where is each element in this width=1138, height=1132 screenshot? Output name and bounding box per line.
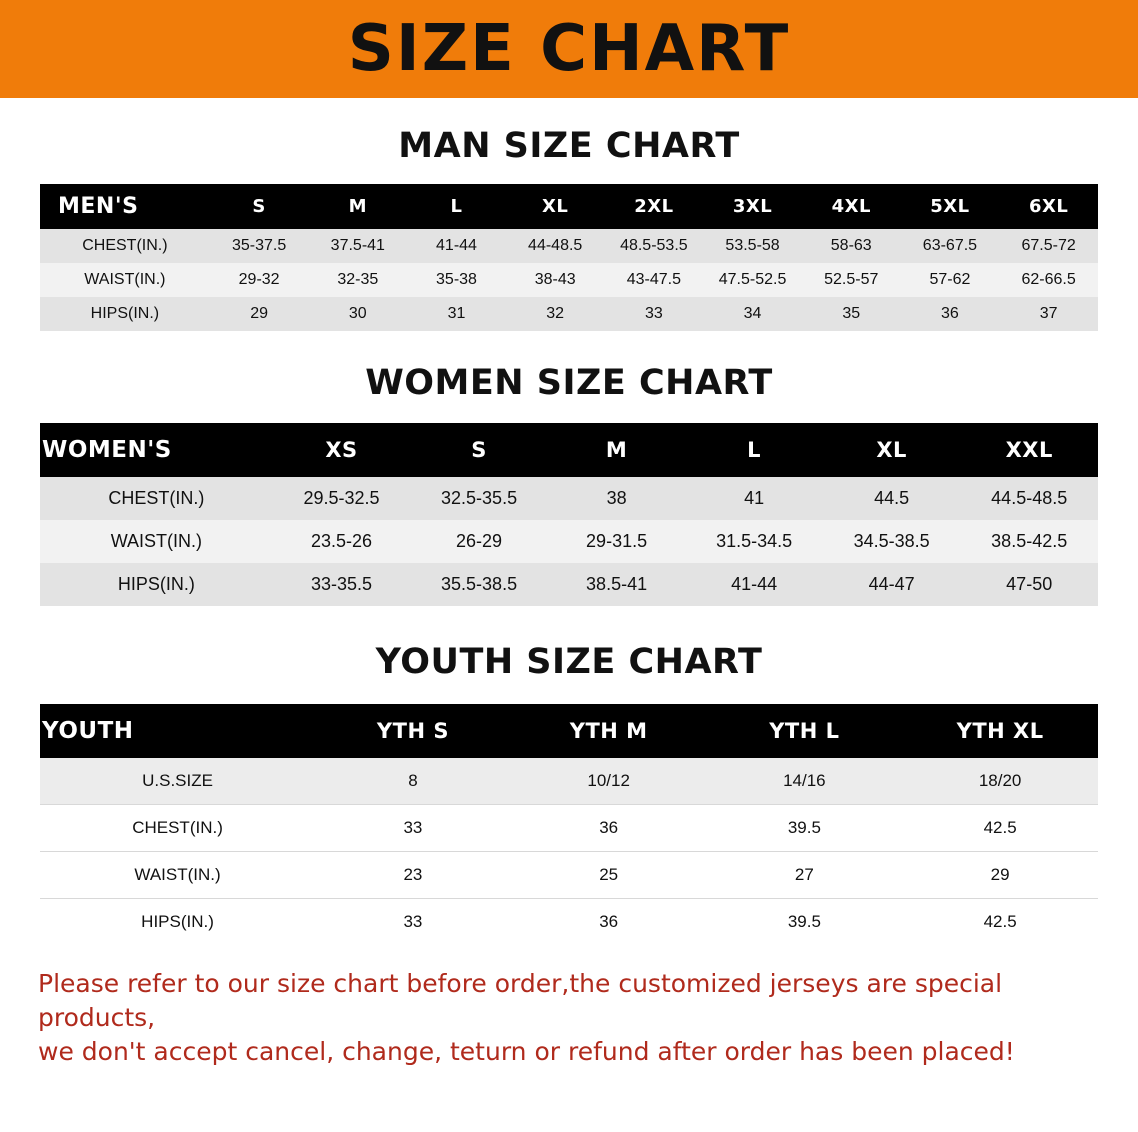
women-hips-xxl: 47-50 [1006, 574, 1053, 594]
women-chest-l: 41 [744, 488, 765, 508]
women-chest-xs: 29.5-32.5 [303, 488, 380, 508]
women-hips-m: 38.5-41 [586, 574, 648, 594]
youth-ussize-xl: 18/20 [902, 758, 1098, 805]
women-header-xxl: XXL [1005, 438, 1053, 462]
man-chest-2xl: 48.5-53.5 [620, 237, 688, 254]
disclaimer-note [38, 967, 1100, 1068]
youth-header-xl: YTH XL [956, 719, 1044, 743]
man-hips-4xl: 35 [842, 305, 861, 322]
man-waist-m: 32-35 [337, 271, 379, 288]
man-header-6xl: 6XL [1028, 196, 1069, 217]
youth-row-chest-label: CHEST(IN.) [40, 805, 315, 852]
youth-waist-s: 23 [315, 852, 511, 899]
disclaimer-line-1: Please refer to our size chart before order,the customized jerseys are special products, [38, 969, 1003, 1032]
women-table-wrapper [0, 423, 1138, 606]
youth-header-s: YTH S [376, 719, 449, 743]
youth-chest-s: 33 [315, 805, 511, 852]
youth-chest-xl: 42.5 [902, 805, 1098, 852]
man-waist-5xl: 57-62 [929, 271, 971, 288]
man-waist-2xl: 43-47.5 [626, 271, 681, 288]
man-waist-xl: 38-43 [534, 271, 576, 288]
youth-ussize-m: 10/12 [511, 758, 707, 805]
women-chest-xl: 44.5 [874, 488, 910, 508]
women-chest-m: 38 [606, 488, 627, 508]
man-hips-5xl: 36 [941, 305, 959, 322]
man-header-2xl: 2XL [634, 196, 674, 217]
youth-hips-xl: 42.5 [983, 912, 1017, 931]
youth-size-table [40, 704, 1098, 945]
man-chest-s: 35-37.5 [231, 237, 287, 254]
man-chest-5xl: 63-67.5 [922, 237, 978, 254]
women-waist-l: 31.5-34.5 [716, 531, 793, 551]
man-hips-m: 30 [348, 305, 367, 322]
man-chest-l: 41-44 [436, 237, 477, 254]
man-header-l: L [450, 196, 463, 217]
table-header-row [40, 184, 1098, 229]
youth-row-hips-label: HIPS(IN.) [141, 912, 214, 931]
man-table-wrapper [0, 184, 1138, 331]
man-header-label: MEN'S [58, 194, 139, 219]
man-hips-xl: 32 [546, 305, 565, 322]
women-waist-m: 29-31.5 [586, 531, 648, 551]
women-waist-xxl: 38.5-42.5 [991, 531, 1068, 551]
women-header-s: S [471, 438, 487, 462]
table-row [40, 899, 1098, 946]
youth-chest-l: 39.5 [707, 805, 903, 852]
man-hips-2xl: 33 [644, 305, 663, 322]
man-hips-l: 31 [447, 305, 466, 322]
man-section-heading: MAN SIZE CHART [398, 126, 740, 166]
youth-ussize-l: 14/16 [707, 758, 903, 805]
man-header-xl: XL [542, 196, 569, 217]
man-row-chest-label: CHEST(IN.) [82, 237, 168, 254]
youth-waist-l: 27 [707, 852, 903, 899]
women-waist-s: 26-29 [456, 531, 503, 551]
women-header-xs: XS [325, 438, 358, 462]
women-hips-l: 41-44 [731, 574, 778, 594]
women-size-table [40, 423, 1098, 606]
man-header-4xl: 4XL [831, 196, 871, 217]
women-section-heading: WOMEN SIZE CHART [365, 363, 773, 403]
disclaimer-line-2: we don't accept cancel, change, teturn or refund after order has been placed! [38, 1036, 1015, 1066]
table-header-row [40, 704, 1098, 758]
youth-row-waist-label: WAIST(IN.) [40, 852, 315, 899]
women-chest-xxl: 44.5-48.5 [991, 488, 1068, 508]
women-waist-xl: 34.5-38.5 [853, 531, 930, 551]
women-header-xl: XL [876, 438, 907, 462]
man-hips-6xl: 37 [1039, 305, 1058, 322]
man-row-hips-label: HIPS(IN.) [90, 305, 160, 322]
table-row [40, 477, 1098, 520]
table-row [40, 563, 1098, 606]
table-row [40, 263, 1098, 297]
table-row [40, 520, 1098, 563]
man-header-5xl: 5XL [930, 196, 970, 217]
table-row [40, 758, 1098, 805]
youth-hips-l: 39.5 [787, 912, 821, 931]
man-header-s: S [252, 196, 266, 217]
man-chest-m: 37.5-41 [330, 237, 385, 254]
youth-row-ussize-label: U.S.SIZE [40, 758, 315, 805]
women-row-waist-label: WAIST(IN.) [110, 531, 203, 551]
man-waist-l: 35-38 [436, 271, 477, 288]
youth-ussize-s: 8 [315, 758, 511, 805]
man-waist-4xl: 52.5-57 [824, 271, 879, 288]
youth-waist-m: 25 [511, 852, 707, 899]
women-hips-xs: 33-35.5 [310, 574, 373, 594]
women-hips-xl: 44-47 [868, 574, 915, 594]
man-row-waist-label: WAIST(IN.) [84, 271, 166, 288]
man-chest-4xl: 58-63 [830, 237, 872, 254]
man-chest-6xl: 67.5-72 [1021, 237, 1076, 254]
man-header-m: M [348, 196, 368, 217]
table-row [40, 229, 1098, 263]
page-title: SIZE CHART [347, 12, 791, 86]
table-row [40, 852, 1098, 899]
youth-header-l: YTH L [769, 719, 840, 743]
table-row [40, 805, 1098, 852]
man-header-3xl: 3XL [732, 196, 773, 217]
youth-header-m: YTH M [569, 719, 648, 743]
man-chest-3xl: 53.5-58 [725, 237, 780, 254]
man-hips-s: 29 [250, 305, 269, 322]
youth-hips-m: 36 [599, 912, 619, 931]
women-row-hips-label: HIPS(IN.) [117, 574, 195, 594]
man-waist-6xl: 62-66.5 [1021, 271, 1076, 288]
man-hips-3xl: 34 [743, 305, 762, 322]
man-size-table [40, 184, 1098, 331]
women-waist-xs: 23.5-26 [310, 531, 373, 551]
women-header-m: M [605, 438, 628, 462]
table-row [40, 297, 1098, 331]
youth-table-wrapper [0, 704, 1138, 945]
youth-header-label: YOUTH [42, 718, 134, 744]
table-header-row [40, 423, 1098, 477]
man-waist-s: 29-32 [238, 271, 280, 288]
youth-section-heading: YOUTH SIZE CHART [375, 642, 763, 682]
women-row-chest-label: CHEST(IN.) [108, 488, 205, 508]
youth-waist-xl: 29 [902, 852, 1098, 899]
women-chest-s: 32.5-35.5 [441, 488, 518, 508]
women-hips-s: 35.5-38.5 [441, 574, 518, 594]
women-header-label: WOMEN'S [42, 437, 172, 463]
page-banner [0, 0, 1138, 98]
youth-chest-m: 36 [511, 805, 707, 852]
women-header-l: L [747, 438, 762, 462]
youth-hips-s: 33 [403, 912, 423, 931]
man-chest-xl: 44-48.5 [528, 237, 583, 254]
man-waist-3xl: 47.5-52.5 [718, 271, 787, 288]
